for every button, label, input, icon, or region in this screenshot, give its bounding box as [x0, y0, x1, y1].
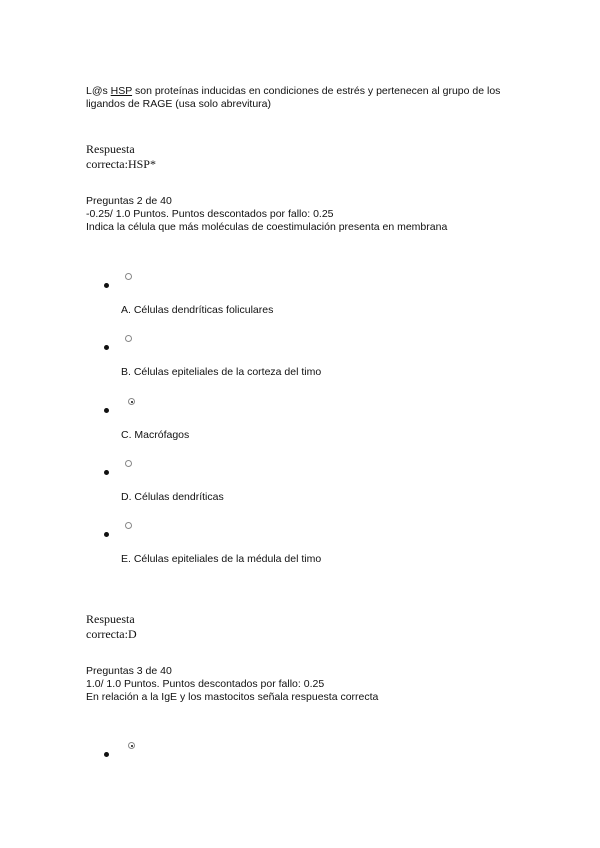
bullet-icon [104, 752, 109, 757]
q2-option-b-label[interactable]: B. Células epiteliales de la corteza del timo [121, 366, 322, 378]
q3-option-a-radio[interactable] [128, 742, 135, 749]
q2-result [86, 612, 137, 642]
q3-header [86, 665, 378, 704]
q3-prompt: En relación a la IgE y los mastocitos señala respuesta correcta [86, 691, 379, 703]
q1-text-line2: ligandos de RAGE (usa solo abrevitura) [86, 98, 272, 110]
q2-option-b-radio[interactable] [125, 335, 132, 342]
q1-result [86, 142, 156, 172]
q1-statement [86, 85, 526, 111]
q1-answer-word: HSP [110, 85, 133, 97]
bullet-icon [104, 345, 109, 350]
q2-option-d-label[interactable]: D. Células dendríticas [121, 491, 224, 503]
bullet-icon [104, 532, 109, 537]
q1-result-label: Respuesta [86, 142, 135, 156]
q2-option-c-label[interactable]: C. Macrófagos [121, 429, 190, 441]
q3-score: 1.0/ 1.0 Puntos. Puntos descontados por fallo: 0.25 [86, 678, 325, 690]
q2-result-value: correcta:D [86, 627, 137, 641]
q2-option-a-label[interactable]: A. Células dendríticas foliculares [121, 304, 274, 316]
q2-result-label: Respuesta [86, 612, 135, 626]
q2-score: -0.25/ 1.0 Puntos. Puntos descontados por fallo: 0.25 [86, 208, 334, 220]
q2-header [86, 195, 447, 234]
q1-text-line1: son proteínas inducidas en condiciones de estrés y pertenecen al grupo de los [135, 85, 501, 97]
q2-option-e-label[interactable]: E. Células epiteliales de la médula del timo [121, 553, 322, 565]
bullet-icon [104, 470, 109, 475]
q2-option-e-radio[interactable] [125, 522, 132, 529]
q2-option-a-radio[interactable] [125, 273, 132, 280]
q2-option-d-radio[interactable] [125, 460, 132, 467]
q2-prompt: Indica la célula que más moléculas de coestimulación presenta en membrana [86, 221, 448, 233]
q2-counter: Preguntas 2 de 40 [86, 195, 172, 207]
q1-result-value: correcta:HSP* [86, 157, 156, 171]
q2-option-c-radio[interactable] [128, 398, 135, 405]
bullet-icon [104, 408, 109, 413]
q1-prefix: L@s [86, 85, 108, 97]
q3-counter: Preguntas 3 de 40 [86, 665, 172, 677]
bullet-icon [104, 283, 109, 288]
